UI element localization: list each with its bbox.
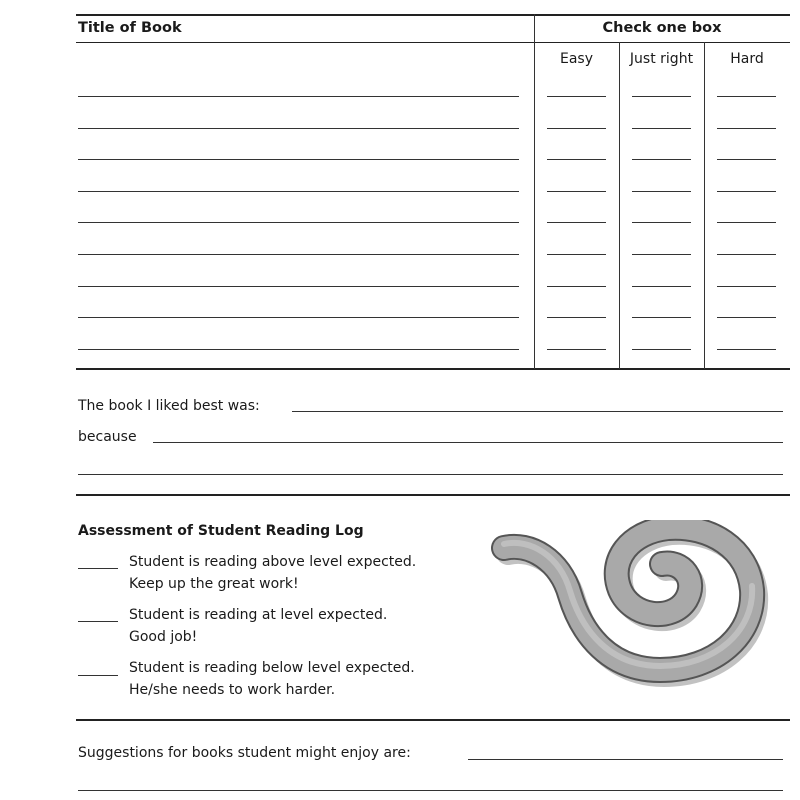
book-title-line[interactable] — [78, 128, 519, 129]
table-header-rule — [76, 42, 790, 43]
hard-check-line[interactable] — [717, 317, 776, 318]
just-right-check-line[interactable] — [632, 222, 691, 223]
easy-check-line[interactable] — [547, 191, 606, 192]
just-right-check-line[interactable] — [632, 128, 691, 129]
just-right-check-line[interactable] — [632, 349, 691, 350]
liked-best-label: The book I liked best was: — [78, 398, 260, 414]
assessment-check-line[interactable] — [78, 568, 118, 569]
suggestions-line-2[interactable] — [78, 790, 783, 791]
because-line-2[interactable] — [78, 474, 783, 475]
assessment-item-line1: Student is reading below level expected. — [129, 660, 415, 676]
table-divider-justright — [704, 42, 705, 369]
hard-check-line[interactable] — [717, 349, 776, 350]
book-title-line[interactable] — [78, 317, 519, 318]
assessment-check-line[interactable] — [78, 621, 118, 622]
assessment-item-line2: He/she needs to work harder. — [129, 682, 336, 698]
because-line[interactable] — [153, 442, 783, 443]
assessment-item-line1: Student is reading at level expected. — [129, 607, 388, 623]
book-title-line[interactable] — [78, 286, 519, 287]
section-divider-1 — [76, 494, 790, 496]
because-label: because — [78, 429, 137, 445]
assessment-check-line[interactable] — [78, 675, 118, 676]
book-title-line[interactable] — [78, 159, 519, 160]
book-title-line[interactable] — [78, 349, 519, 350]
easy-check-line[interactable] — [547, 159, 606, 160]
easy-check-line[interactable] — [547, 222, 606, 223]
easy-check-line[interactable] — [547, 317, 606, 318]
book-title-line[interactable] — [78, 96, 519, 97]
liked-best-line[interactable] — [292, 411, 783, 412]
table-divider-title — [534, 14, 535, 369]
just-right-check-line[interactable] — [632, 317, 691, 318]
check-one-box-header: Check one box — [602, 20, 722, 36]
column-hard: Hard — [730, 51, 764, 67]
hard-check-line[interactable] — [717, 159, 776, 160]
just-right-check-line[interactable] — [632, 191, 691, 192]
easy-check-line[interactable] — [547, 254, 606, 255]
hard-check-line[interactable] — [717, 96, 776, 97]
assessment-title: Assessment of Student Reading Log — [78, 523, 364, 539]
hard-check-line[interactable] — [717, 128, 776, 129]
book-title-line[interactable] — [78, 222, 519, 223]
table-divider-easy — [619, 42, 620, 369]
just-right-check-line[interactable] — [632, 159, 691, 160]
title-of-book-header: Title of Book — [78, 20, 182, 36]
book-title-line[interactable] — [78, 254, 519, 255]
easy-check-line[interactable] — [547, 286, 606, 287]
just-right-check-line[interactable] — [632, 254, 691, 255]
suggestions-line[interactable] — [468, 759, 783, 760]
easy-check-line[interactable] — [547, 349, 606, 350]
hard-check-line[interactable] — [717, 286, 776, 287]
assessment-item-line2: Good job! — [129, 629, 198, 645]
book-title-line[interactable] — [78, 191, 519, 192]
easy-check-line[interactable] — [547, 96, 606, 97]
swirl-icon — [490, 520, 770, 695]
easy-check-line[interactable] — [547, 128, 606, 129]
hard-check-line[interactable] — [717, 191, 776, 192]
suggestions-label: Suggestions for books student might enjoy are: — [78, 745, 411, 761]
assessment-item-line1: Student is reading above level expected. — [129, 554, 417, 570]
section-divider-2 — [76, 719, 790, 721]
hard-check-line[interactable] — [717, 222, 776, 223]
table-bottom-rule — [76, 368, 790, 370]
column-just-right: Just right — [629, 51, 694, 67]
just-right-check-line[interactable] — [632, 286, 691, 287]
assessment-item-line2: Keep up the great work! — [129, 576, 299, 592]
table-top-rule — [76, 14, 790, 16]
just-right-check-line[interactable] — [632, 96, 691, 97]
hard-check-line[interactable] — [717, 254, 776, 255]
column-easy: Easy — [559, 51, 593, 67]
